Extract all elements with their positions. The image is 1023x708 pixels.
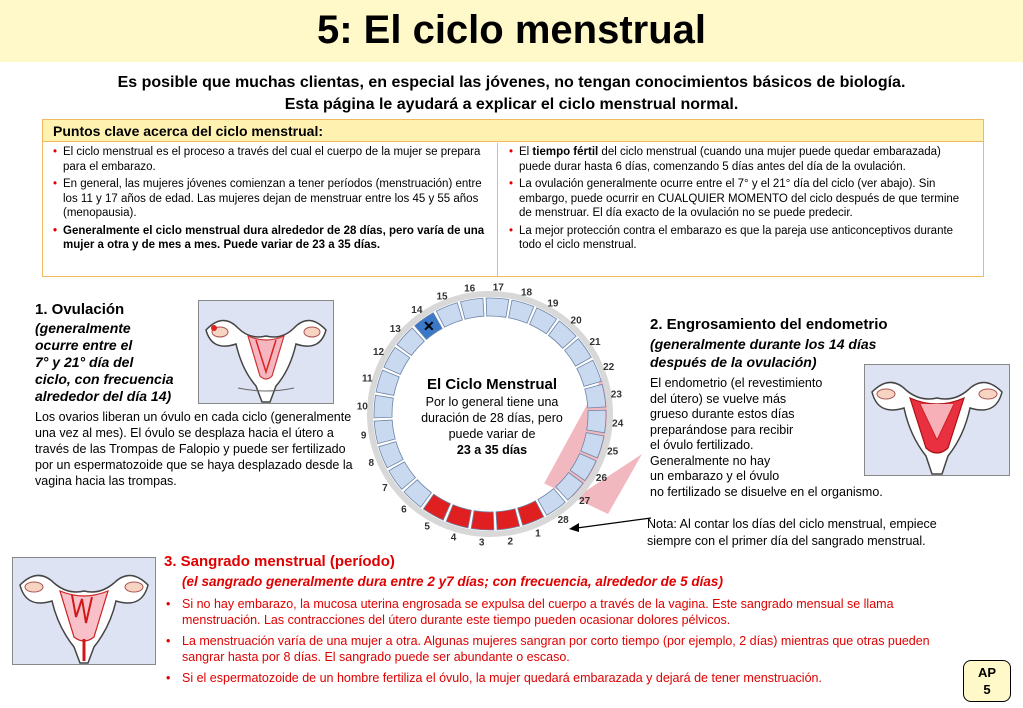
endometrium-line: un embarazo y el óvulo bbox=[650, 469, 780, 483]
bleeding-subtitle: (el sangrado generalmente dura entre 2 y7 días; con frecuencia, alrededor de 5 días) bbox=[182, 574, 723, 589]
intro-line: Es posible que muchas clientas, en especial las jóvenes, no tengan conocimientos básicos de biología. bbox=[117, 74, 906, 91]
list-item: • Generalmente el ciclo menstrual dura alrededor de 28 días, pero varía de una mujer a otra y de mes a mes. Puede variar de 23 a 35 días. bbox=[53, 224, 489, 253]
cycle-day-label: 1 bbox=[535, 528, 541, 540]
cycle-day-label: 28 bbox=[557, 515, 569, 527]
cycle-day-label: 6 bbox=[401, 504, 407, 516]
endometrium-line: el óvulo fertilizado. bbox=[650, 438, 754, 452]
endometrium-subtitle bbox=[650, 335, 880, 371]
cycle-day-label: 11 bbox=[362, 373, 373, 385]
key-points-box bbox=[42, 119, 984, 277]
endometrium-heading: 2. Engrosamiento del endometrio bbox=[650, 316, 888, 333]
cycle-day-label: 2 bbox=[507, 536, 514, 548]
cycle-day-segment bbox=[587, 410, 606, 433]
cycle-day-label: 14 bbox=[411, 304, 423, 316]
cycle-day-label: 8 bbox=[368, 457, 375, 469]
page-title: 5: El ciclo menstrual bbox=[316, 8, 707, 52]
list-item: • Si el espermatozoide de un hombre fertiliza el óvulo, la mujer quedará embarazada y dejará de tener menstruación. bbox=[164, 670, 974, 686]
ovulation-sub-line: (generalmente bbox=[35, 320, 131, 336]
cycle-day-label: 19 bbox=[547, 298, 559, 310]
badge-line: AP bbox=[977, 665, 997, 680]
cycle-day-label: 27 bbox=[579, 496, 591, 508]
key-points-left-column bbox=[43, 143, 498, 276]
cycle-day-label: 26 bbox=[595, 472, 608, 484]
cycle-day-label: 7 bbox=[382, 483, 388, 495]
cycle-day-segment bbox=[496, 509, 520, 530]
note-line: Nota: Al contar los días del ciclo menstrual, empiece bbox=[647, 517, 937, 531]
cycle-day-label: 25 bbox=[607, 446, 619, 458]
ovulation-sub-line: alrededor del día 14) bbox=[35, 388, 172, 404]
list-item: • El ciclo menstrual es el proceso a través del cual el cuerpo de la mujer se prepara para el embarazo. bbox=[53, 145, 489, 174]
fertile-prefix: El bbox=[519, 146, 533, 158]
list-item: • La ovulación generalmente ocurre entre el 7° y el 21° día del ciclo (ver abajo). Sin embargo, puede ocurrir en CUALQUIER MOMENTO del ciclo después de que termine de menstruar. El día exacto de la ovulación no se puede predecir. bbox=[509, 177, 975, 221]
key-points-left-list bbox=[53, 145, 489, 253]
cycle-line: puede variar de bbox=[448, 427, 536, 441]
note-arrow bbox=[565, 512, 655, 532]
endometrium-line: grueso durante estos días bbox=[650, 407, 795, 421]
ovulation-body: Los ovarios liberan un óvulo en cada ciclo (generalmente una vez al mes). El óvulo se desplaza hacia el útero a través de las Trompas de Falopio y puede ser fertilizado por un espermatozoide que se haya desplazado desde la vagina hacia las trompas. bbox=[35, 410, 353, 488]
cycle-line: Por lo general tiene una bbox=[425, 395, 559, 409]
uterus-bleeding-icon bbox=[12, 557, 156, 665]
cycle-day-segment bbox=[374, 420, 395, 444]
intro-line: Esta página le ayudará a explicar el ciclo menstrual normal. bbox=[284, 96, 739, 113]
cycle-day-label: 15 bbox=[436, 291, 448, 303]
cycle-title: El Ciclo Menstrual bbox=[426, 376, 558, 393]
key-points-right-column bbox=[499, 143, 983, 276]
list-item: • Si no hay embarazo, la mucosa uterina engrosada se expulsa del cuerpo a través de la vagina. Este sangrado mensual se llama menstruación. Las contracciones del útero durante este tiempo pueden ocasionar dolores pélvicos. bbox=[164, 596, 974, 628]
endometrium-line: del útero) se vuelve más bbox=[650, 391, 787, 406]
bleeding-heading: 3. Sangrado menstrual (período) bbox=[164, 553, 395, 570]
intro-text bbox=[40, 72, 983, 116]
ovulation-heading: 1. Ovulación bbox=[35, 301, 125, 318]
key-points-right-list bbox=[509, 145, 975, 253]
cycle-day-label: 24 bbox=[612, 418, 624, 430]
endometrium-line: preparándose para recibir bbox=[650, 422, 794, 437]
ovulation-sub-line: ocurre entre el bbox=[35, 337, 133, 353]
cycle-day-segment bbox=[460, 298, 484, 319]
endometrium-line: Generalmente no hay bbox=[650, 453, 771, 468]
ovulation-mark-icon: ✕ bbox=[422, 318, 435, 335]
cycle-range: 23 a 35 días bbox=[456, 443, 528, 457]
bleeding-list bbox=[164, 596, 974, 691]
endometrium-line: El endometrio (el revestimiento bbox=[650, 376, 823, 390]
cycle-day-label: 18 bbox=[520, 287, 533, 299]
cycle-day-segment bbox=[486, 298, 509, 317]
cycle-day-segment bbox=[471, 511, 494, 530]
endometrium-sub-line: (generalmente durante los 14 días bbox=[650, 336, 877, 352]
cycle-day-label: 9 bbox=[360, 430, 367, 442]
badge-line: 5 bbox=[983, 682, 991, 697]
cycle-day-label: 23 bbox=[610, 389, 622, 401]
cycle-note bbox=[647, 516, 997, 550]
cycle-day-label: 21 bbox=[589, 336, 601, 348]
list-item: • La menstruación varía de una mujer a otra. Algunas mujeres sangran por corto tiempo (por ejemplo, 2 días) mientras que otras pueden sangrar hasta por 8 días. El sangrado puede ser abundante o escaso. bbox=[164, 633, 974, 665]
list-item bbox=[509, 145, 975, 174]
cycle-center-text bbox=[402, 376, 582, 458]
cycle-line: duración de 28 días, pero bbox=[421, 411, 563, 425]
cycle-day-label: 3 bbox=[478, 537, 485, 549]
uterus-ovulation-icon bbox=[198, 300, 334, 404]
cycle-day-label: 10 bbox=[356, 401, 368, 413]
key-points-heading: Puntos clave acerca del ciclo menstrual: bbox=[43, 120, 983, 142]
ovulation-subtitle bbox=[35, 320, 200, 405]
uterus-endometrium-icon bbox=[864, 364, 1010, 476]
cycle-day-label: 22 bbox=[603, 362, 615, 374]
ap-badge bbox=[963, 660, 1011, 702]
cycle-day-label: 4 bbox=[450, 532, 457, 544]
fertile-time-term: tiempo fértil bbox=[532, 146, 599, 158]
cycle-day-label: 20 bbox=[570, 315, 582, 327]
list-item: • En general, las mujeres jóvenes comienzan a tener períodos (menstruación) entre los 11 y 17 años de edad. Las mujeres dejan de menstruar entre los 45 y 55 años (menopausia). bbox=[53, 177, 489, 221]
cycle-day-segment bbox=[374, 395, 393, 418]
ovulation-sub-line: 7° y 21° día del bbox=[35, 354, 134, 370]
list-item: • La mejor protección contra el embarazo es que la pareja use anticonceptivos durante todo el ciclo menstrual. bbox=[509, 224, 975, 253]
cycle-day-segment bbox=[585, 384, 606, 408]
fertile-suffix: del ciclo menstrual (cuando una mujer puede quedar embarazada) puede durar hasta 6 días, comenzando 5 días antes del día de la ovulación. bbox=[519, 146, 941, 173]
endometrium-line: no fertilizado se disuelve en el organismo. bbox=[650, 484, 883, 499]
note-line: siempre con el primer día del sangrado menstrual. bbox=[647, 534, 926, 548]
cycle-day-label: 16 bbox=[464, 283, 476, 295]
cycle-day-label: 12 bbox=[372, 347, 385, 359]
cycle-day-label: 13 bbox=[389, 323, 401, 335]
endometrium-sub-line: después de la ovulación) bbox=[650, 354, 817, 370]
ovulation-sub-line: ciclo, con frecuencia bbox=[35, 371, 174, 387]
cycle-day-label: 5 bbox=[424, 521, 430, 533]
cycle-day-label: 17 bbox=[492, 282, 504, 294]
